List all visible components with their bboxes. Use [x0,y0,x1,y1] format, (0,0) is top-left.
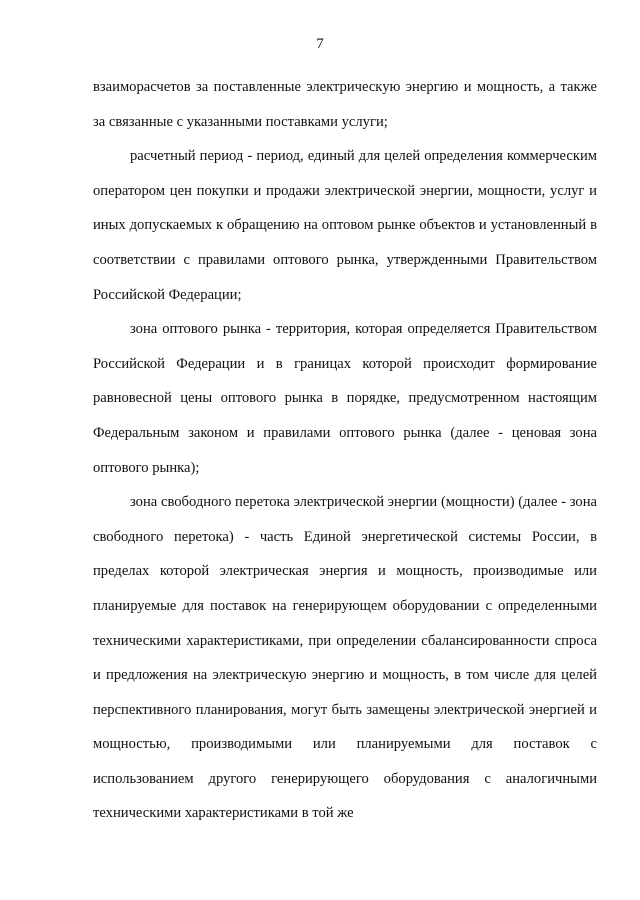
paragraph-settlement-period: расчетный период - период, единый для целей определения коммерческим оператором цен покупки и продажи электрической энергии, мощности, услуг и иных допускаемых к обращению на оптовом рынке объектов и установленный в соответствии с правилами оптового рынка, утвержденными Правительством Российской Федерации; [93,148,597,303]
page-number: 7 [316,36,324,52]
paragraph-wholesale-market-zone: зона оптового рынка - территория, которая определяется Правительством Российской Федерации и в границах которой происходит формирование равновесной цены оптового рынка в порядке, предусмотренном настоящим Федеральным законом и правилами оптового рынка (далее - ценовая зона оптового рынка); [93,321,597,476]
paragraph-free-flow-zone: зона свободного перетока электрической энергии (мощности) (далее - зона свободного перетока) - часть Единой энергетической системы России, в пределах которой электрическая энергия и мощность, производимые или планируемые для поставок на генерирующем оборудовании с определенными техническими характеристиками, при определении сбалансированности спроса и предложения на электрическую энергию и мощность, в том числе для целей перспективного планирования, могут быть замещены электрической энергией и мощностью, производимыми или планируемыми для поставок с использованием другого генерирующего оборудования с аналогичными техническими характеристиками в той же [93,494,597,822]
paragraph-settlements-continuation: взаиморасчетов за поставленные электрическую энергию и мощность, а также за связанные с указанными поставками услуги; [93,79,597,130]
document-body [93,70,597,831]
